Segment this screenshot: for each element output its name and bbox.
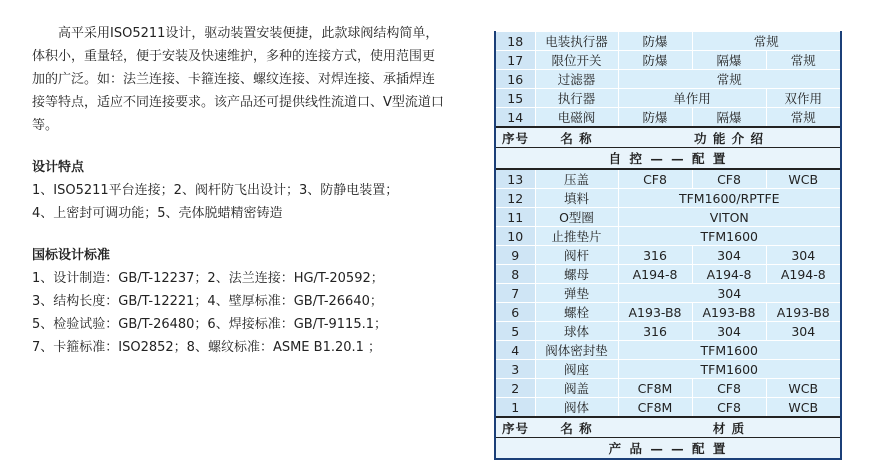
row-value: A194-8 — [766, 265, 840, 284]
table-row — [496, 284, 840, 303]
features-line: 4、上密封可调功能；5、壳体脱蜡精密铸造 — [32, 206, 283, 221]
section-title: 自 控 — — 配 置 — [496, 148, 840, 170]
row-value: CF8 — [692, 398, 766, 418]
table-row — [496, 322, 840, 341]
configuration-table-frame — [494, 31, 842, 460]
row-value: 304 — [766, 246, 840, 265]
table-row — [496, 51, 840, 70]
row-name: 阀杆 — [535, 246, 618, 265]
header-number: 序号 — [496, 417, 535, 438]
row-value: WCB — [766, 169, 840, 189]
row-value: A194-8 — [692, 265, 766, 284]
table-row — [496, 341, 840, 360]
table-row — [496, 227, 840, 246]
product-section-title — [496, 438, 840, 459]
row-number: 7 — [496, 284, 535, 303]
table-row — [496, 70, 840, 89]
row-number: 11 — [496, 208, 535, 227]
row-value: A193-B8 — [618, 303, 692, 322]
table-row — [496, 246, 840, 265]
row-value: 常规 — [618, 70, 840, 89]
row-number: 13 — [496, 169, 535, 189]
row-name: 螺母 — [535, 265, 618, 284]
header-name: 名 称 — [535, 127, 618, 148]
row-value: 常规 — [692, 32, 840, 51]
row-value: CF8 — [618, 169, 692, 189]
table-row — [496, 32, 840, 51]
standards-heading: 国标设计标准 — [32, 248, 111, 263]
row-number: 2 — [496, 379, 535, 398]
row-value: TFM1600/RPTFE — [618, 189, 840, 208]
row-value: 304 — [766, 322, 840, 341]
row-number: 5 — [496, 322, 535, 341]
row-value: CF8 — [692, 379, 766, 398]
row-number: 14 — [496, 108, 535, 128]
header-number: 序号 — [496, 127, 535, 148]
row-value: CF8 — [692, 169, 766, 189]
row-number: 18 — [496, 32, 535, 51]
table-row — [496, 360, 840, 379]
table-row — [496, 379, 840, 398]
section-title: 产 品 — — 配 置 — [496, 438, 840, 459]
header-name: 名 称 — [535, 417, 618, 438]
row-name: 压盖 — [535, 169, 618, 189]
row-name: 阀盖 — [535, 379, 618, 398]
row-value: CF8M — [618, 379, 692, 398]
row-number: 9 — [496, 246, 535, 265]
standards-line: 3、结构长度：GB/T-12221；4、壁厚标准：GB/T-26640； — [32, 294, 383, 309]
table-row — [496, 108, 840, 128]
row-number: 8 — [496, 265, 535, 284]
intro-paragraph: 高平采用ISO5211设计，驱动装置安装便捷，此款球阀结构简单，体积小，重量轻，便于安装及快速维护，多种的连接方式，使用范围更加的广泛。如：法兰连接、卡箍连接、螺纹连接、对焊连接、承插焊连接等特点，适应不同连接要求。该产品还可提供线性流道口、V型流道口等。 — [32, 26, 444, 133]
table-row — [496, 169, 840, 189]
description-panel — [32, 22, 447, 359]
standards-line: 5、检验试验：GB/T-26480；6、焊接标准：GB/T-9115.1； — [32, 317, 388, 332]
row-number: 3 — [496, 360, 535, 379]
row-number: 16 — [496, 70, 535, 89]
row-name: 过滤器 — [535, 70, 618, 89]
row-name: 止推垫片 — [535, 227, 618, 246]
table-row — [496, 89, 840, 108]
table-row — [496, 398, 840, 418]
row-number: 15 — [496, 89, 535, 108]
row-value: 304 — [618, 284, 840, 303]
row-name: O型圈 — [535, 208, 618, 227]
row-number: 12 — [496, 189, 535, 208]
control-header-row — [496, 127, 840, 148]
row-value: A193-B8 — [692, 303, 766, 322]
row-name: 限位开关 — [535, 51, 618, 70]
row-value: 316 — [618, 246, 692, 265]
table-row — [496, 208, 840, 227]
header-description: 功 能 介 绍 — [618, 127, 840, 148]
row-value: 单作用 — [618, 89, 766, 108]
standards-line: 7、卡箍标准：ISO2852；8、螺纹标准：ASME B1.20.1 ； — [32, 340, 382, 355]
row-value: 304 — [692, 246, 766, 265]
header-description: 材 质 — [618, 417, 840, 438]
row-value: A194-8 — [618, 265, 692, 284]
row-value: 常规 — [766, 108, 840, 128]
row-name: 填料 — [535, 189, 618, 208]
row-value: 304 — [692, 322, 766, 341]
row-value: 316 — [618, 322, 692, 341]
row-name: 阀座 — [535, 360, 618, 379]
configuration-table — [496, 31, 840, 458]
row-number: 1 — [496, 398, 535, 418]
row-value: 隔爆 — [692, 51, 766, 70]
row-value: VITON — [618, 208, 840, 227]
row-value: 防爆 — [618, 51, 692, 70]
row-name: 阀体 — [535, 398, 618, 418]
row-value: TFM1600 — [618, 360, 840, 379]
row-value: WCB — [766, 379, 840, 398]
row-name: 弹垫 — [535, 284, 618, 303]
product-header-row — [496, 417, 840, 438]
control-section-title — [496, 148, 840, 170]
row-name: 螺栓 — [535, 303, 618, 322]
row-value: 常规 — [766, 51, 840, 70]
row-name: 电磁阀 — [535, 108, 618, 128]
row-number: 6 — [496, 303, 535, 322]
table-row — [496, 303, 840, 322]
table-row — [496, 265, 840, 284]
row-value: TFM1600 — [618, 227, 840, 246]
row-value: 隔爆 — [692, 108, 766, 128]
row-value: 防爆 — [618, 32, 692, 51]
row-number: 10 — [496, 227, 535, 246]
row-value: 双作用 — [766, 89, 840, 108]
row-number: 17 — [496, 51, 535, 70]
row-name: 球体 — [535, 322, 618, 341]
features-line: 1、ISO5211平台连接；2、阀杆防飞出设计；3、防静电装置； — [32, 183, 399, 198]
features-heading: 设计特点 — [32, 160, 85, 175]
row-name: 执行器 — [535, 89, 618, 108]
row-value: WCB — [766, 398, 840, 418]
row-value: A193-B8 — [766, 303, 840, 322]
row-value: 防爆 — [618, 108, 692, 128]
row-value: TFM1600 — [618, 341, 840, 360]
row-value: CF8M — [618, 398, 692, 418]
row-name: 阀体密封垫 — [535, 341, 618, 360]
table-row — [496, 189, 840, 208]
standards-line: 1、设计制造：GB/T-12237；2、法兰连接：HG/T-20592； — [32, 271, 384, 286]
row-number: 4 — [496, 341, 535, 360]
row-name: 电装执行器 — [535, 32, 618, 51]
